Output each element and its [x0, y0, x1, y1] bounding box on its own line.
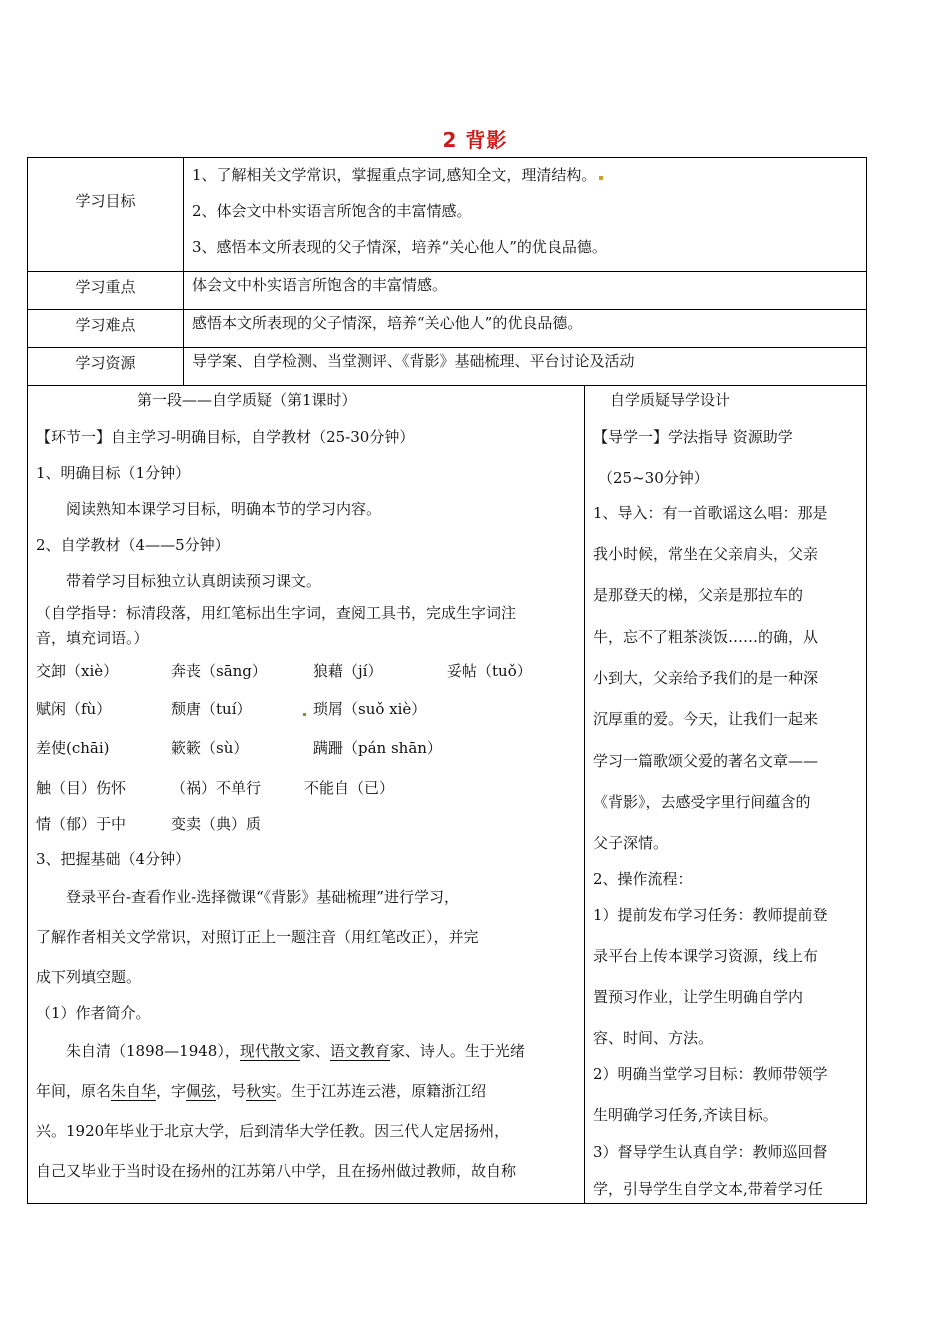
flow-line: 容、时间、方法。 — [593, 1029, 714, 1047]
paragraph: 登录平台-查看作业-选择微课“《背影》基础梳理”进行学习， — [66, 888, 459, 906]
flow-line: 学，引导学生自学文本,带着学习任 — [593, 1180, 823, 1198]
paragraph: （自学指导：标清段落，用红笔标出生字词，查阅工具书，完成生字词注 — [36, 604, 517, 622]
subsection-title: 1、明确目标（1分钟） — [36, 464, 191, 482]
flow-line: 3）督导学生认真自学：教师巡回督 — [593, 1143, 828, 1161]
vocab-word: 琐屑（suǒ xiè） — [313, 700, 427, 718]
fill-word: 触（目）伤怀 — [36, 779, 127, 797]
goal-item: 2、体会文中朴实语言所饱含的丰富情感。 — [192, 202, 472, 220]
subsection-title: 2、自学教材（4——5分钟） — [36, 536, 230, 554]
column-divider — [584, 385, 585, 1203]
lesson-table — [27, 157, 867, 1204]
flow-title: 2、操作流程： — [593, 870, 693, 888]
focus-label: 学习重点 — [75, 278, 136, 296]
fill-word: （祸）不单行 — [171, 779, 262, 797]
paragraph: 成下列填空题。 — [36, 968, 142, 986]
paragraph: 了解作者相关文学常识，对照订正上一题注音（用红笔改正），并完 — [36, 928, 479, 946]
difficulty-label: 学习难点 — [75, 316, 136, 334]
intro-line: 《背影》，去感受字里行间蕴含的 — [593, 793, 811, 811]
page-title: 2 背影 — [442, 128, 508, 152]
bio-line: 自己又毕业于当时设在扬州的江苏第八中学，且在扬州做过教师，故自称 — [36, 1162, 517, 1180]
intro-line: 学习一篇歌颂父爱的著名文章—— — [593, 752, 819, 770]
intro-line: 是那登天的梯，父亲是那拉车的 — [593, 586, 804, 604]
vocab-word: 颓唐（tuí） — [171, 700, 252, 718]
flow-line: 2）明确当堂学习目标：教师带领学 — [593, 1065, 828, 1083]
flow-line: 1）提前发布学习任务：教师提前登 — [593, 906, 828, 924]
row-divider — [28, 271, 866, 272]
paragraph: 阅读熟知本课学习目标，明确本节的学习内容。 — [66, 500, 382, 518]
guide-time: （25~30分钟） — [598, 469, 709, 487]
row-divider — [28, 385, 866, 386]
flow-line: 录平台上传本课学习资源，线上布 — [593, 947, 819, 965]
section-heading: 自学质疑导学设计 — [610, 391, 731, 409]
vocab-word: 赋闲（fù） — [36, 700, 112, 718]
intro-line: 小到大，父亲给予我们的是一种深 — [593, 669, 819, 687]
intro-line: 牛，忘不了粗茶淡饭……的确，从 — [593, 628, 819, 646]
column-divider — [183, 158, 184, 385]
intro-line: 沉厚重的爱。今天，让我们一起来 — [593, 710, 819, 728]
resource-text: 导学案、自学检测、当堂测评、《背影》基础梳理、平台讨论及活动 — [192, 352, 635, 370]
row-divider — [28, 309, 866, 310]
goal-item: 3、感悟本文所表现的父子情深，培养“关心他人”的优良品德。 — [192, 238, 607, 256]
flow-line: 生明确学习任务,齐读目标。 — [593, 1106, 778, 1124]
bio-line: 朱自清（1898—1948），现代散文家、语文教育家、诗人。生于光绪 — [66, 1042, 525, 1060]
intro-line: 父子深情。 — [593, 834, 669, 852]
yellow-mark-icon — [599, 176, 603, 180]
bio-line: 年间，原名朱自华，字佩弦，号秋实。生于江苏连云港，原籍浙江绍 — [36, 1082, 487, 1100]
focus-text: 体会文中朴实语言所饱含的丰富情感。 — [192, 276, 448, 294]
fill-word: 变卖（典）质 — [171, 815, 262, 833]
goal-item: 1、了解相关文学常识，掌握重点字词,感知全文，理清结构。 — [192, 166, 603, 184]
bio-line: 兴。1920年毕业于北京大学，后到清华大学任教。因三代人定居扬州， — [36, 1122, 510, 1140]
resource-label: 学习资源 — [75, 354, 136, 372]
intro-line: 我小时候，常坐在父亲肩头，父亲 — [593, 545, 819, 563]
section-heading: 第一段——自学质疑（第1课时） — [137, 391, 357, 409]
vocab-word: 簌簌（sù） — [171, 739, 249, 757]
fill-word: 情（郁）于中 — [36, 815, 127, 833]
green-mark-icon — [303, 713, 306, 716]
row-divider — [28, 347, 866, 348]
step-one-title: 【环节一】自主学习-明确目标，自学教材（25-30分钟） — [36, 428, 415, 446]
paragraph: 音，填充词语。） — [36, 629, 149, 647]
subsection-title: 3、把握基础（4分钟） — [36, 850, 191, 868]
vocab-word: 狼藉（jí） — [313, 662, 383, 680]
vocab-word: 蹒跚（pán shān） — [313, 739, 442, 757]
vocab-word: 奔丧（sāng） — [171, 662, 267, 680]
paragraph: 带着学习目标独立认真朗读预习课文。 — [66, 572, 322, 590]
guide-title: 【导学一】学法指导 资源助学 — [593, 428, 793, 446]
intro-line: 1、导入：有一首歌谣这么唱：那是 — [593, 504, 828, 522]
vocab-word: 交卸（xiè） — [36, 662, 119, 680]
sub-heading: （1）作者简介。 — [36, 1004, 151, 1022]
goals-label: 学习目标 — [75, 192, 136, 210]
vocab-word: 妥帖（tuǒ） — [447, 662, 532, 680]
fill-word: 不能自（已） — [304, 779, 395, 797]
flow-line: 置预习作业，让学生明确自学内 — [593, 988, 804, 1006]
vocab-word: 差使(chāi) — [36, 739, 110, 757]
difficulty-text: 感悟本文所表现的父子情深，培养“关心他人”的优良品德。 — [192, 314, 583, 332]
